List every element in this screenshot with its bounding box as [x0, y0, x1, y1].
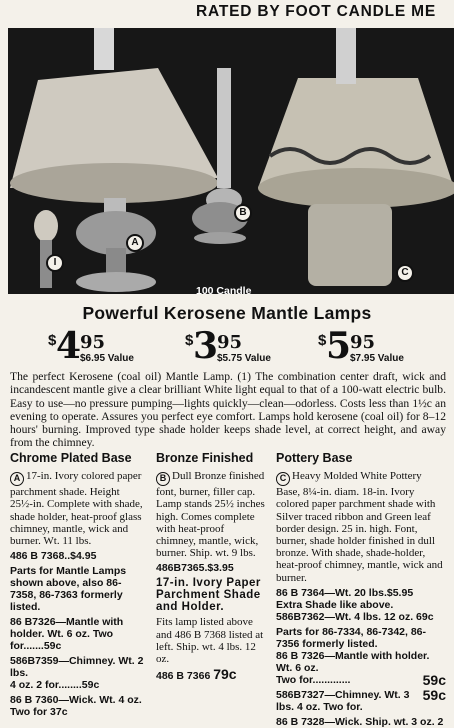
column-title: Chrome Plated Base — [10, 451, 132, 465]
caption-line1: 100 Candle — [196, 285, 252, 294]
product-text: 17-in. Ivory colored paper parchment shade. Height 25½-in. Complete with shade, shade holder, heat-proof glass chimney, mantle, wick and burner. Wt. 11 lbs. — [10, 470, 143, 548]
mantle-item: 86 B 7326—Mantle with holder. Wt. 6 oz. — [276, 649, 430, 674]
description: The perfect Kerosene (coal oil) Mantle Lamp. (1) The combination center draft, wick and incandescent mantle give a clear brilliant White light equal to that of a 100-watt electric bulb. Easy to use—no pressure pumping—lights quickly—clean—odorless. Costs less than 1½c an evening to operate. Assures you perfect eye comfort. Lamps hold kerosene (coal oil) for 8–12 hours' burning. Improved type shade holder keeps shade level, at correct height, and away from the chimney. — [10, 370, 446, 450]
mantle-price: 59c — [422, 671, 446, 688]
order-line — [156, 668, 266, 682]
product-body — [156, 470, 266, 559]
column-title: Bronze Finished — [156, 451, 254, 465]
price-integer: 4 — [56, 325, 82, 367]
photo-caption — [196, 286, 251, 294]
column-title: Pottery Base — [276, 451, 353, 465]
lamp-c-shade-rim — [258, 168, 454, 208]
shade-title: 17-in. Ivory Paper Parchment Shade and Holder. — [156, 577, 261, 614]
marker-i: I — [46, 254, 64, 272]
lamp-a-base — [76, 272, 156, 292]
order-number: 486 B 7368..$4.95 — [10, 550, 97, 563]
extra-order: 586B7362—Wt. 4 lbs. 12 oz. 69c — [276, 610, 434, 623]
chimney-row — [276, 686, 446, 713]
mantle-price-label: Two for............. — [276, 673, 351, 686]
product-body — [10, 470, 144, 547]
order-number-2: 486 B 7366 — [156, 670, 211, 683]
lamp-c-pottery-base — [308, 204, 392, 286]
marker-c: C — [396, 264, 414, 282]
chimney-price: 4 oz. 2 for........59c — [10, 679, 100, 692]
letter-badge: A — [10, 472, 24, 486]
chimney-item: 586B7327—Chimney. Wt. 3 lbs. 4 oz. Two for. — [276, 688, 410, 713]
parts-note: Parts for 86-7334, 86-7342, 86-7356 formerly listed. — [276, 625, 427, 650]
price-value: $5.75 Value — [217, 353, 271, 364]
chimney-price: 59c — [422, 686, 446, 703]
banner-text: RATED BY FOOT CANDLE ME — [196, 3, 436, 20]
marker-b: B — [234, 204, 252, 222]
wick-item: 86 B 7360—Wick. Wt. 4 oz. Two for 37c — [10, 694, 142, 719]
price-dollar: $ — [48, 332, 57, 349]
parts-note: Parts for Mantle Lamps shown above, also 86-7358, 86-7363 formerly listed. — [10, 565, 127, 614]
price-cents: 95 — [217, 332, 243, 353]
price-cents: 95 — [80, 332, 106, 353]
extra-shade: Extra Shade like above. — [276, 598, 394, 611]
price-dollar: $ — [185, 332, 194, 349]
product-text: Heavy Molded White Pottery Base, 8¼-in. diam. 18-in. Ivory colored paper parchment shade with Silver traced ribbon and Green leaf border design. 25 in. high. Font, burner, shade holder finished in dull bronze. With shade, shade-holder, heat-proof chimney, mantle, wick and burner. — [276, 470, 443, 584]
marker-a: A — [126, 234, 144, 252]
price-integer: 3 — [193, 325, 219, 367]
lamp-a-stem — [106, 248, 126, 276]
mantle-part — [34, 210, 58, 242]
column-chrome — [10, 452, 144, 721]
fits-text: Fits lamp listed above and 486 B 7368 listed at left. Ship. wt. 4 lbs. 12 oz. — [156, 616, 264, 666]
lamp-a-shade-rim — [10, 163, 218, 203]
wick-item: 86 B 7328—Wick. Ship. wt. 3 oz. 2 — [276, 715, 444, 728]
lamp-photo — [8, 28, 454, 294]
product-text: Dull Bronze finished font, burner, filler cap. Lamp stands 25½ inches high. Comes complete with heat-proof chimney, mantle, wick, burner. Ship. wt. 9 lbs. — [156, 470, 265, 560]
lamp-b-chimney — [217, 68, 231, 188]
column-pottery — [276, 452, 446, 728]
chimney-item: 586B7359—Chimney. Wt. 2 lbs. — [10, 655, 144, 680]
price-dollar: $ — [318, 332, 327, 349]
lamp-illustration — [8, 28, 454, 294]
price-value: $7.95 Value — [350, 353, 404, 364]
product-body — [276, 470, 446, 584]
order-price-2: 79c — [213, 666, 237, 683]
letter-badge: B — [156, 472, 170, 486]
price-value: $6.95 Value — [80, 353, 134, 364]
order-number: 486B7365.$3.95 — [156, 562, 234, 575]
mantle-item: 86 B7326—Mantle with holder. Wt. 6 oz. Two for.......59c — [10, 616, 124, 653]
mantle-price-row — [276, 671, 446, 688]
letter-badge: C — [276, 472, 290, 486]
column-bronze — [156, 452, 266, 685]
price-integer: 5 — [326, 325, 352, 367]
lamp-b-base — [194, 232, 246, 244]
lamp-a-chimney — [94, 28, 114, 70]
order-number: 86 B 7364—Wt. 20 lbs.$5.95 — [276, 586, 414, 599]
lamp-c-chimney — [336, 28, 356, 84]
price-cents: 95 — [350, 332, 376, 353]
heading: Powerful Kerosene Mantle Lamps — [82, 303, 372, 323]
